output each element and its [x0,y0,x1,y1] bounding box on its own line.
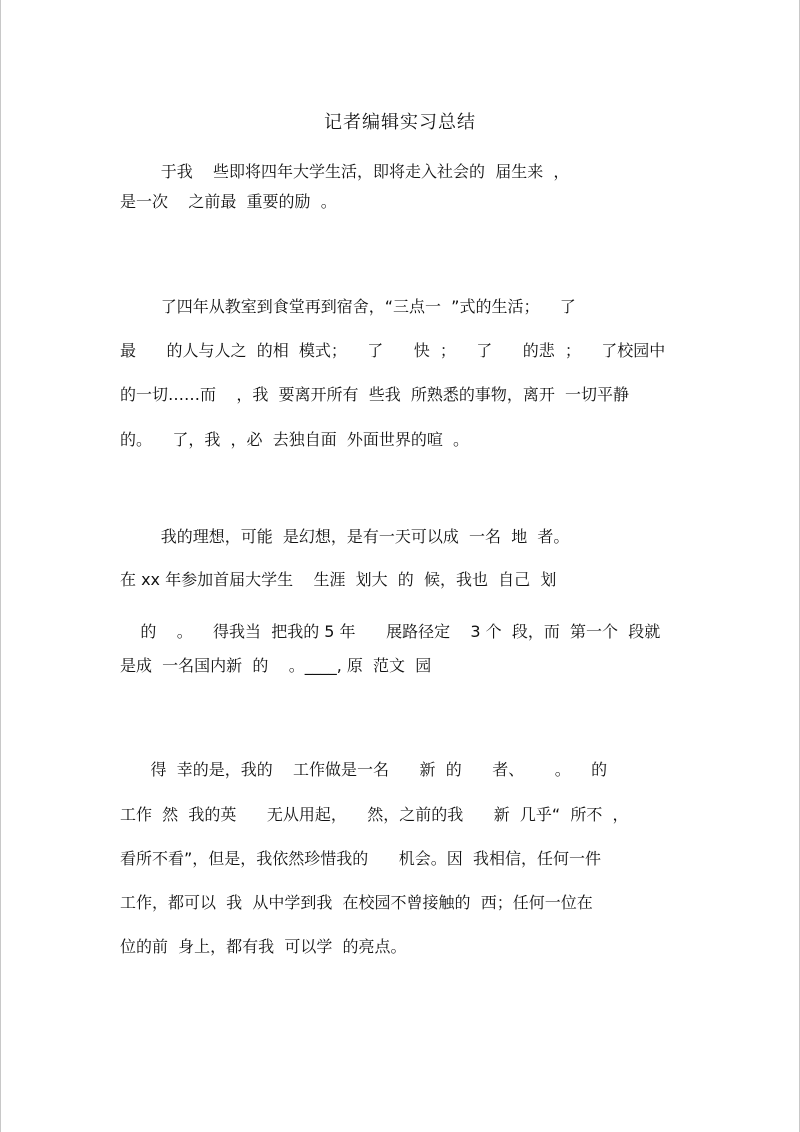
paragraph-line: 最 的人与人之 的相 模式； 了 快 ； 了 的悲 ； 了校园中 [120,341,666,360]
paragraph-line: 看所不看”，但是，我依然珍惜我的 机会。因 我相信，任何一件 [120,849,601,868]
paragraph-line: 于我 些即将四年大学生活，即将走入社会的 届生来 ， [120,162,570,181]
paragraph-line: 的 。 得我当 把我的 5 年 展路径定 3 个 段，而 第一个 段就 [120,622,661,641]
paragraph-line: 工作 然 我的英 无从用起， 然，之前的我 新 几乎“ 所不 ， [120,805,629,824]
paragraph-line: 是一次 之前最 重要的励 。 [120,192,337,211]
paragraph-line: 工作，都可以 我 从中学到我 在校园不曾接触的 西；任何一位在 [120,893,593,912]
paragraph-line: 的一切……而 ，我 要离开所有 些我 所熟悉的事物，离开 一切平静 [120,385,630,404]
paragraph-line: 的。 了，我 ，必 去独自面 外面世界的喧 。 [120,430,470,449]
paragraph-line: 了四年从教室到食堂再到宿舍，“三点一 ”式的生活； 了 [120,297,576,316]
paragraph-line: 我的理想，可能 是幻想，是有一天可以成 一名 地 者。 [120,527,570,546]
paragraph-line: 得 幸的是，我的 工作做是一名 新 的 者、 。 的 [120,760,608,779]
paragraph-line: 在 xx 年参加首届大学生 生涯 划大 的 候，我也 自己 划 [120,570,557,589]
paragraph-line: 位的前 身上，都有我 可以学 的亮点。 [120,937,407,956]
paragraph-line: 是成 一名国内新 的 。____, 原 范文 园 [120,656,432,675]
document-title: 记者编辑实习总结 [324,112,476,133]
